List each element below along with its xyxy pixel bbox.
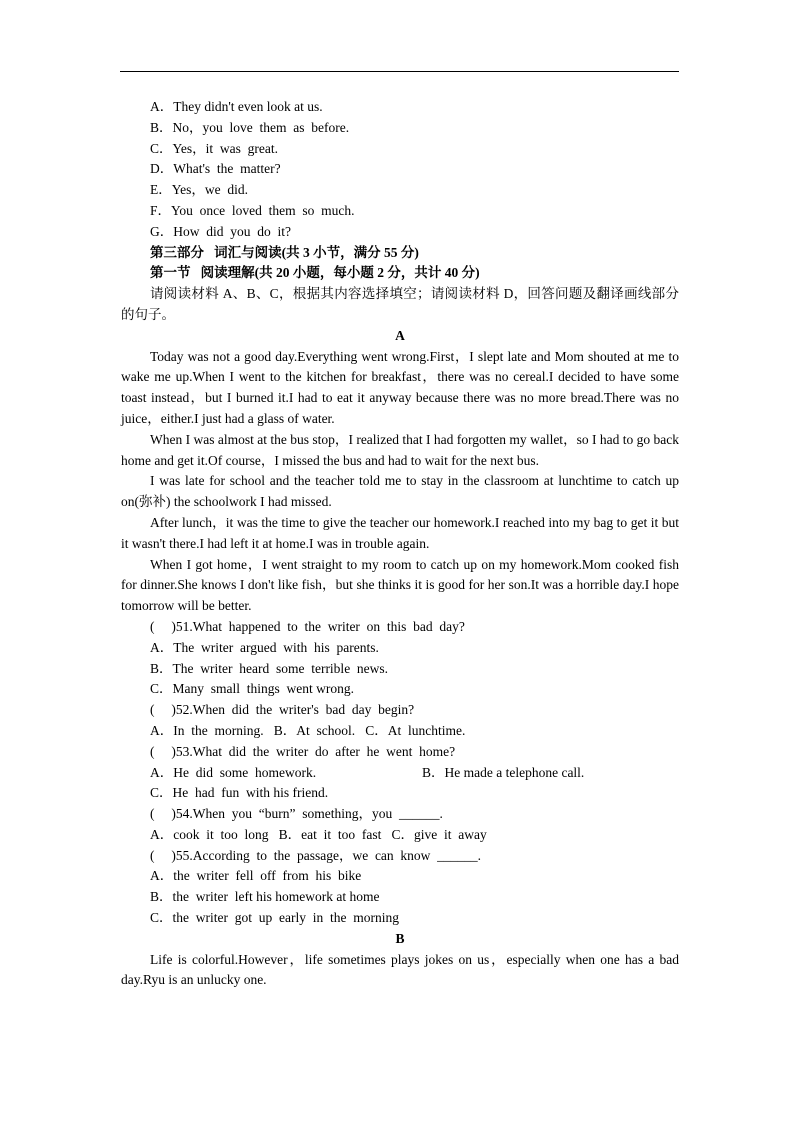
passage-a-heading: A: [395, 327, 405, 343]
passage-a-paragraph: When I got home，I went straight to my room to catch up on my homework.Mom cooked fish for dinner.She knows I don't like fish，but she thinks it is good for her son.It was a horrible day.I hope tomorrow will be better.: [121, 556, 679, 614]
answer-option: A．The writer argued with his parents.: [150, 639, 379, 655]
option-line: A．They didn't even look at us.: [150, 99, 323, 114]
section-1-title: 第一节 阅读理解(共 20 小题，每小题 2 分，共计 40 分): [150, 265, 480, 281]
passage-a-paragraph: I was late for school and the teacher told me to stay in the classroom at lunchtime to catch up on(弥补) the schoolwork I had missed.: [121, 473, 679, 510]
answer-option: C．Many small things went wrong.: [150, 681, 354, 697]
instructions: 请阅读材料 A、B、C，根据其内容选择填空；请阅读材料 D，回答问题及翻译画线部分的句子。: [121, 286, 679, 322]
passage-b-heading: B: [395, 930, 405, 946]
passage-a-paragraph: When I was almost at the bus stop，I realized that I had forgotten my wallet，so I had to go back home and get it.Of course，I missed the bus and had to wait for the next bus.: [121, 431, 679, 468]
answer-option: A．He did some homework.: [150, 764, 317, 780]
answer-option: A．the writer fell off from his bike: [150, 868, 362, 884]
page-content: [121, 97, 679, 991]
question-51: ( )51.What happened to the writer on this bad day?: [150, 618, 465, 634]
answer-option: B．He made a telephone call.: [422, 764, 585, 780]
question-55: ( )55.According to the passage，we can know ______.: [150, 847, 482, 863]
passage-b-paragraph: Life is colorful.However，life sometimes plays jokes on us，especially when one has a bad day.Ryu is an unlucky one.: [121, 951, 679, 988]
question-53: ( )53.What did the writer do after he went home?: [150, 743, 456, 759]
question-52: ( )52.When did the writer's bad day begin?: [150, 702, 415, 718]
question-54: ( )54.When you “burn” something，you ______.: [150, 806, 443, 822]
answer-options: A．cook it too long B．eat it too fast C．give it away: [150, 826, 487, 842]
answer-option: C．the writer got up early in the morning: [150, 910, 399, 926]
option-line: B．No，you love them as before.: [150, 119, 350, 135]
passage-a-paragraph: Today was not a good day.Everything went wrong.First，I slept late and Mom shouted at me to wake me up.When I went to the kitchen for breakfast，there was no cereal.I decided to have some toast instead，but I burned it.I had to eat it anyway because there was no more bread.There was no juice，either.I just had a glass of water.: [121, 348, 679, 426]
option-line: E．Yes，we did.: [150, 182, 249, 198]
option-line: F．You once loved them so much.: [150, 202, 355, 218]
answer-option: B．the writer left his homework at home: [150, 889, 380, 905]
option-line: C．Yes，it was great.: [150, 140, 278, 156]
header-rule: [120, 71, 679, 72]
answer-options-row: [121, 763, 679, 784]
option-line: G．How did you do it?: [150, 223, 291, 239]
option-line: D．What's the matter?: [150, 161, 281, 177]
passage-a-paragraph: After lunch，it was the time to give the teacher our homework.I reached into my bag to get it but it wasn't there.I had left it at home.I was in trouble again.: [121, 514, 679, 551]
section-3-title: 第三部分 词汇与阅读(共 3 小节，满分 55 分): [150, 244, 419, 260]
answer-option: C．He had fun with his friend.: [150, 785, 329, 801]
answer-option: B．The writer heard some terrible news.: [150, 660, 389, 676]
answer-options: A．In the morning. B．At school. C．At lunchtime.: [150, 722, 466, 738]
